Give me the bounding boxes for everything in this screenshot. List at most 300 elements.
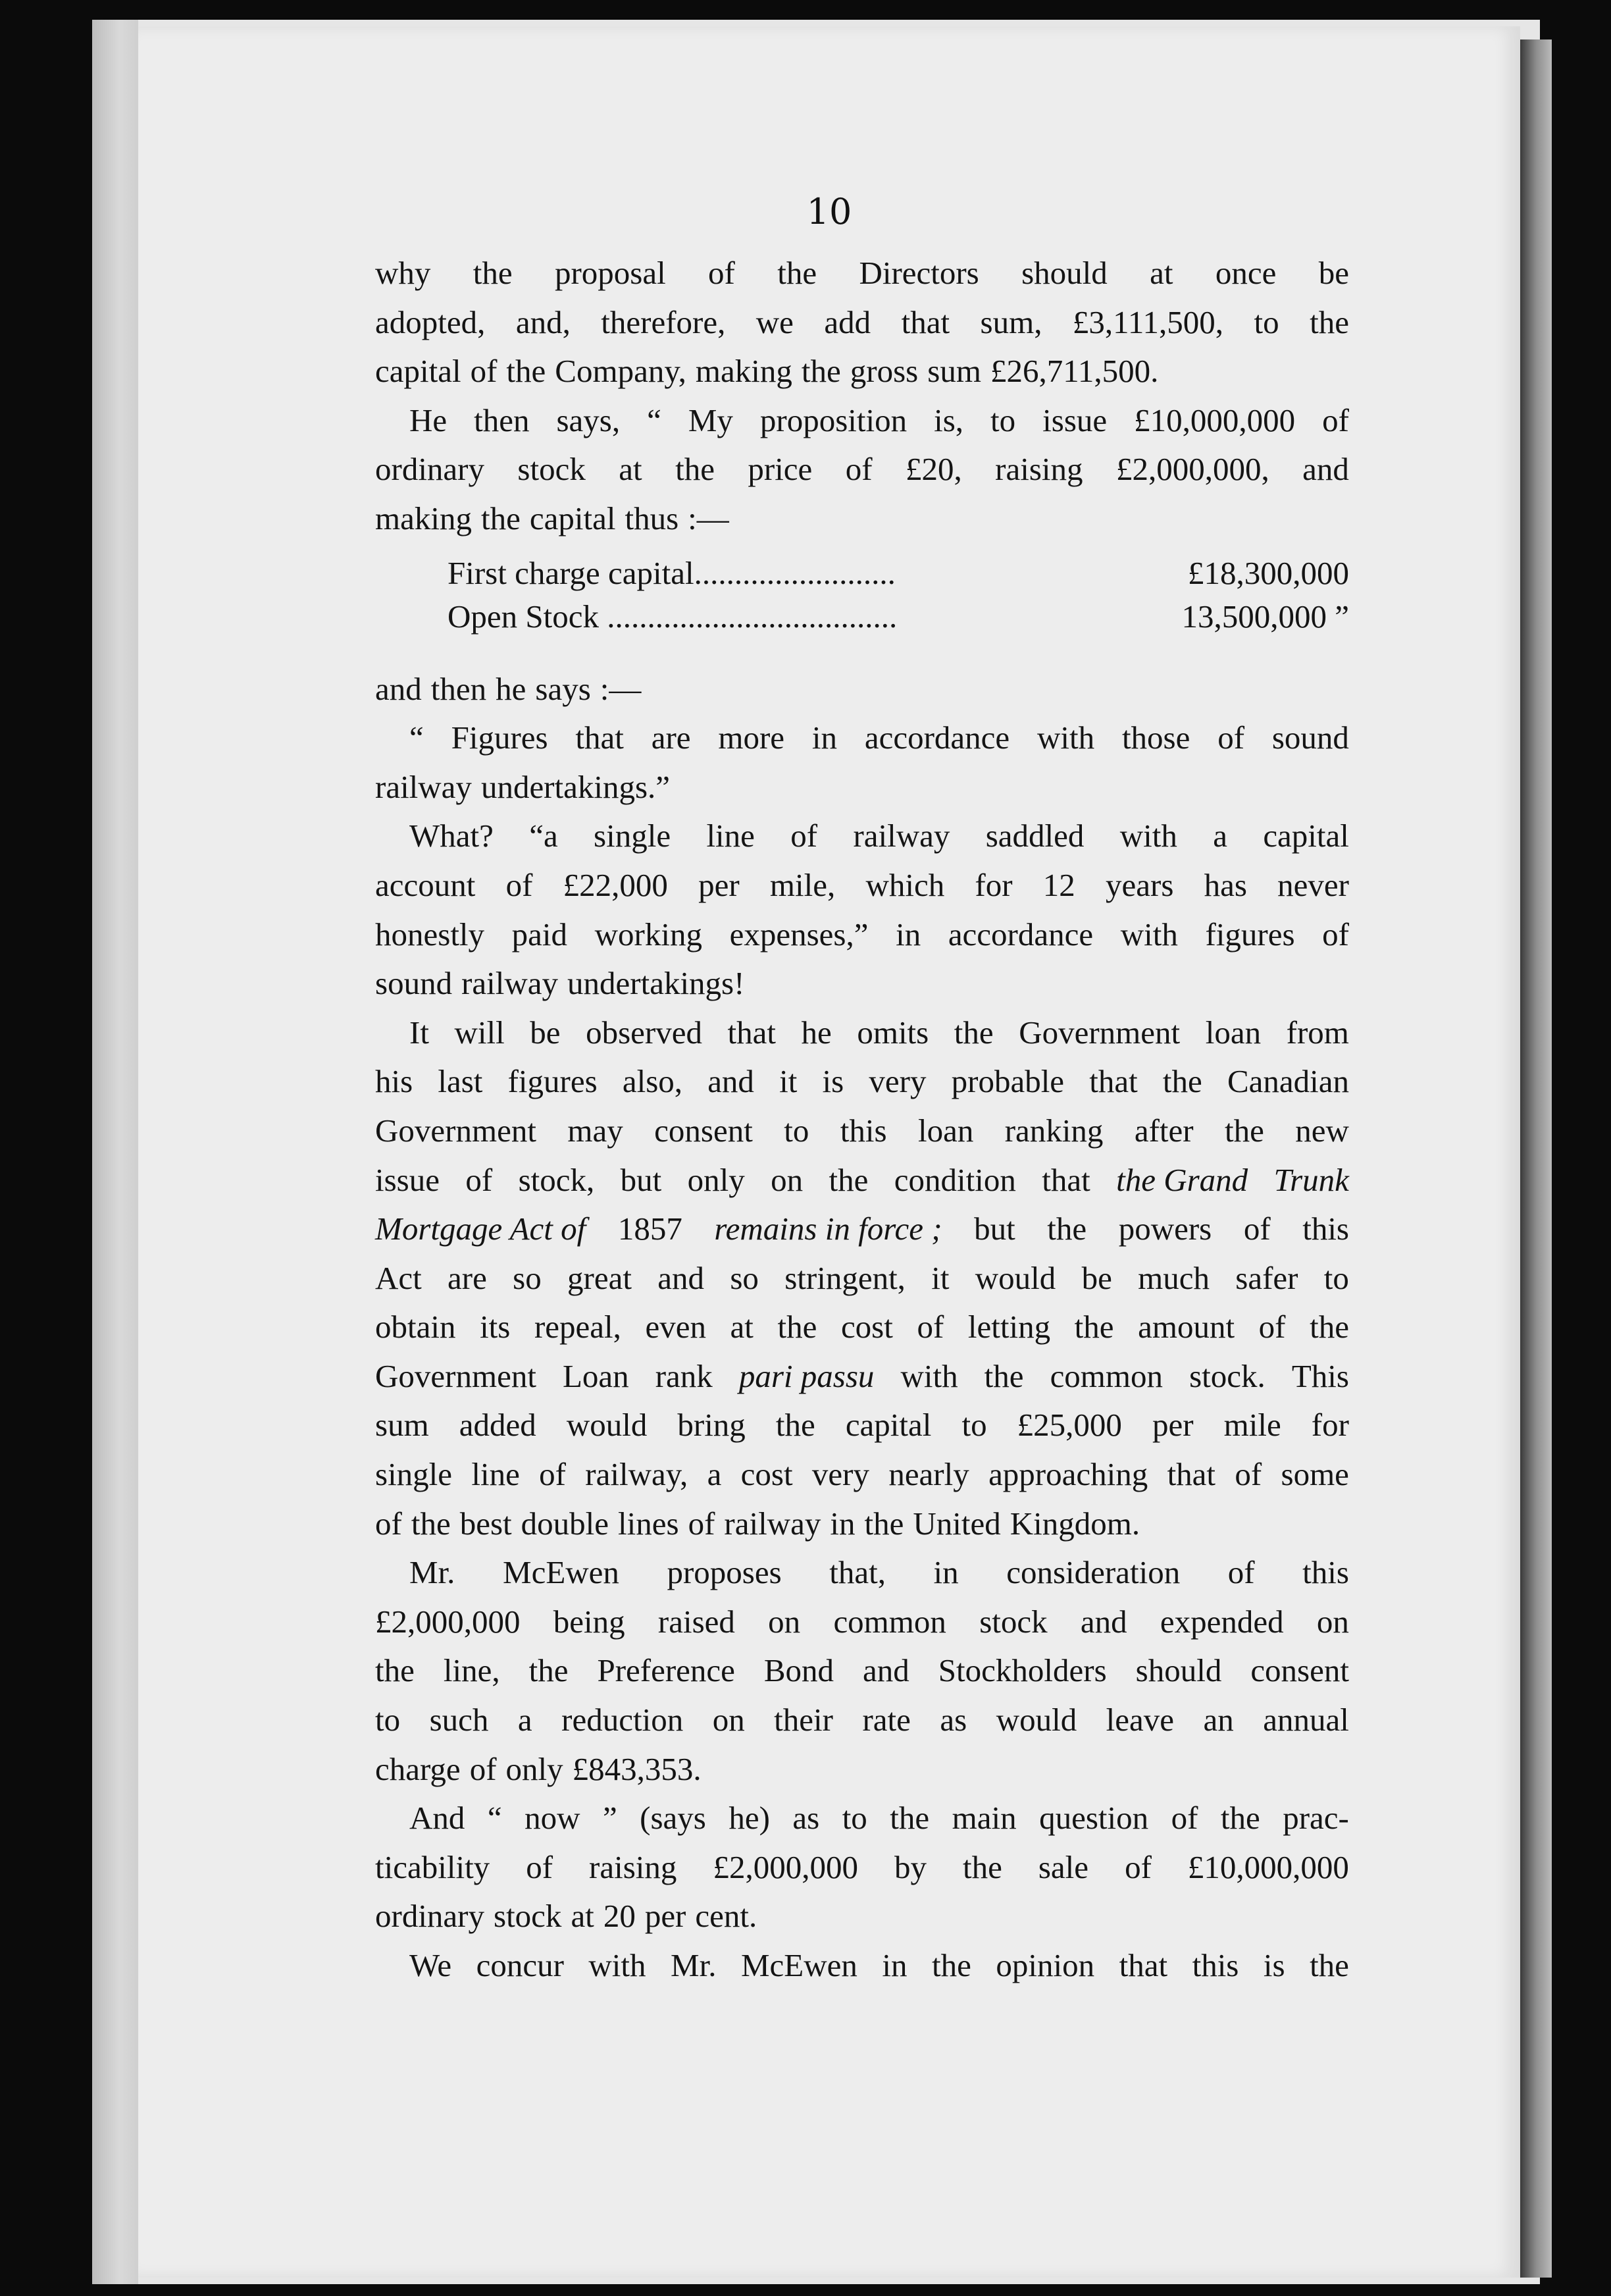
word: that bbox=[901, 303, 950, 340]
word: It bbox=[409, 1014, 429, 1051]
word: account bbox=[375, 866, 476, 903]
word: the bbox=[954, 1014, 994, 1051]
word: capital bbox=[529, 500, 616, 536]
word: nearly bbox=[888, 1456, 969, 1493]
word: loan bbox=[917, 1112, 974, 1149]
word: the bbox=[777, 255, 817, 291]
word: be bbox=[1081, 1259, 1112, 1296]
word: the bbox=[931, 1947, 971, 1983]
word: railway bbox=[853, 818, 950, 854]
word: on bbox=[712, 1702, 745, 1738]
word: pari passu bbox=[738, 1357, 875, 1394]
word: for bbox=[1311, 1407, 1349, 1444]
word: should bbox=[1135, 1652, 1222, 1689]
word: line bbox=[471, 1456, 520, 1493]
word: for bbox=[975, 866, 1013, 903]
word: now bbox=[524, 1800, 580, 1837]
word: prac- bbox=[1283, 1800, 1349, 1837]
word: United bbox=[913, 1505, 1001, 1542]
word: in bbox=[830, 1505, 856, 1542]
word: expenses,” bbox=[729, 916, 869, 952]
word: of bbox=[1217, 719, 1245, 756]
word: Government bbox=[375, 1357, 536, 1394]
word: of bbox=[790, 818, 818, 854]
word: consent bbox=[654, 1112, 753, 1149]
word: £3,111,500, bbox=[1072, 303, 1224, 340]
word: the bbox=[775, 1407, 815, 1444]
word: concur bbox=[476, 1947, 564, 1983]
word: sum bbox=[927, 353, 981, 390]
word: the Grand bbox=[1116, 1161, 1248, 1198]
word: remains in force ; bbox=[714, 1211, 942, 1247]
text-line bbox=[375, 1843, 1349, 1892]
word: he) bbox=[729, 1800, 770, 1837]
word: that bbox=[1167, 1456, 1216, 1493]
word: the bbox=[375, 1652, 415, 1689]
word: great bbox=[567, 1259, 632, 1296]
word: proposal bbox=[554, 255, 666, 291]
word: gross bbox=[850, 353, 919, 390]
word: proposition bbox=[759, 402, 908, 438]
text-line bbox=[375, 445, 1349, 494]
word: with bbox=[1120, 916, 1178, 952]
word: rank bbox=[655, 1357, 713, 1394]
word: the bbox=[1310, 303, 1349, 340]
spacer bbox=[375, 544, 1349, 552]
word: the bbox=[890, 1800, 930, 1837]
word: capital bbox=[845, 1407, 932, 1444]
capital-row bbox=[375, 552, 1349, 595]
word: says bbox=[535, 670, 591, 707]
word: on bbox=[768, 1603, 801, 1640]
word: annual bbox=[1263, 1702, 1349, 1738]
word: much bbox=[1138, 1259, 1210, 1296]
word: safer bbox=[1235, 1259, 1298, 1296]
word: a bbox=[1213, 818, 1227, 854]
word: this bbox=[1192, 1947, 1239, 1983]
word: so bbox=[730, 1259, 759, 1296]
word: cost bbox=[840, 1309, 893, 1345]
word: some bbox=[1281, 1456, 1349, 1493]
word: and bbox=[707, 1063, 754, 1100]
page-number: 10 bbox=[806, 191, 852, 232]
word: is bbox=[1263, 1947, 1285, 1983]
word: opinion bbox=[996, 1947, 1095, 1983]
word: added bbox=[459, 1407, 536, 1444]
word: Bond bbox=[763, 1652, 834, 1689]
word: their bbox=[774, 1702, 833, 1738]
word: adopted, bbox=[375, 303, 486, 340]
word: why bbox=[375, 255, 431, 291]
text-line bbox=[375, 1303, 1349, 1352]
text-line bbox=[375, 1205, 1349, 1254]
word: (says bbox=[640, 1800, 706, 1837]
word: My bbox=[688, 402, 733, 438]
word: the bbox=[801, 353, 841, 390]
text-line bbox=[375, 1745, 1349, 1794]
word: single bbox=[594, 818, 671, 854]
word: has bbox=[1204, 866, 1247, 903]
text-line bbox=[375, 959, 1349, 1008]
word: the bbox=[675, 451, 715, 488]
word: Company, bbox=[555, 353, 686, 390]
word: Mr. bbox=[409, 1554, 455, 1591]
word: may bbox=[567, 1112, 623, 1149]
word: £10,000,000 bbox=[1134, 402, 1296, 438]
word: to bbox=[1323, 1259, 1349, 1296]
word: and bbox=[1080, 1603, 1127, 1640]
word: to bbox=[990, 402, 1016, 438]
word: after bbox=[1134, 1112, 1194, 1149]
word: line bbox=[706, 818, 755, 854]
word: question bbox=[1039, 1800, 1149, 1837]
word: such bbox=[429, 1702, 489, 1738]
word: sound bbox=[1271, 719, 1349, 756]
word: those bbox=[1121, 719, 1190, 756]
word: only bbox=[505, 1750, 563, 1787]
word: of bbox=[469, 1750, 497, 1787]
word: Preference bbox=[597, 1652, 735, 1689]
text-line bbox=[375, 494, 1349, 544]
word: add bbox=[824, 303, 871, 340]
text-line bbox=[375, 1696, 1349, 1745]
word: railway bbox=[375, 768, 472, 805]
word: to bbox=[842, 1800, 867, 1837]
text-line bbox=[375, 1057, 1349, 1107]
word: McEwen bbox=[740, 1947, 857, 1983]
word: observed bbox=[586, 1014, 702, 1051]
word: its bbox=[480, 1309, 511, 1345]
word: bring bbox=[677, 1407, 746, 1444]
text-line bbox=[375, 1450, 1349, 1500]
word: £20, bbox=[905, 451, 962, 488]
word: 20 bbox=[603, 1898, 636, 1935]
word: stock, bbox=[518, 1161, 595, 1198]
word: Canadian bbox=[1227, 1063, 1349, 1100]
word: as bbox=[940, 1702, 967, 1738]
word: main bbox=[952, 1800, 1017, 1837]
word: stock bbox=[517, 451, 586, 488]
word: very bbox=[869, 1063, 927, 1100]
word: making bbox=[695, 353, 792, 390]
word: line, bbox=[443, 1652, 500, 1689]
word: £26,711,500. bbox=[990, 353, 1159, 390]
word: repeal, bbox=[534, 1309, 621, 1345]
word: 12 bbox=[1042, 866, 1075, 903]
word: expended bbox=[1160, 1603, 1284, 1640]
word: once bbox=[1215, 255, 1277, 291]
capital-table bbox=[375, 552, 1349, 639]
text-line bbox=[375, 347, 1349, 396]
word: with bbox=[900, 1357, 958, 1394]
word: He bbox=[409, 402, 448, 438]
word: that bbox=[727, 1014, 776, 1051]
text-line bbox=[375, 249, 1349, 298]
word: a bbox=[517, 1702, 532, 1738]
text-line bbox=[375, 1156, 1349, 1205]
word: would bbox=[996, 1702, 1077, 1738]
word: of bbox=[688, 1505, 715, 1542]
word: paid bbox=[511, 916, 568, 952]
capital-amount: £18,300,000 bbox=[1188, 554, 1349, 591]
word: ranking bbox=[1004, 1112, 1104, 1149]
word: of bbox=[1171, 1800, 1198, 1837]
word: £843,353. bbox=[572, 1750, 702, 1787]
word: undertakings.” bbox=[480, 768, 671, 805]
word: common bbox=[833, 1603, 946, 1640]
word: will bbox=[454, 1014, 505, 1051]
word: should bbox=[1021, 255, 1108, 291]
word: “ bbox=[487, 1800, 502, 1837]
word: which bbox=[865, 866, 945, 903]
word: only bbox=[687, 1161, 745, 1198]
word: the bbox=[1074, 1309, 1114, 1345]
word: the bbox=[506, 353, 546, 390]
word: £2,000,000 bbox=[375, 1603, 521, 1640]
word: “a bbox=[529, 818, 558, 854]
word: :— bbox=[600, 670, 642, 707]
word: sum, bbox=[980, 303, 1042, 340]
word: thus bbox=[625, 500, 679, 536]
text-line bbox=[375, 1008, 1349, 1058]
word: consent bbox=[1250, 1652, 1349, 1689]
word: Government bbox=[1019, 1014, 1181, 1051]
word: We bbox=[409, 1947, 452, 1983]
word: sale bbox=[1038, 1848, 1089, 1885]
word: with bbox=[1036, 719, 1095, 756]
word: be bbox=[530, 1014, 561, 1051]
word: is bbox=[822, 1063, 844, 1100]
word: we bbox=[755, 303, 794, 340]
word: his bbox=[375, 1063, 413, 1100]
word: that bbox=[1119, 1947, 1168, 1983]
word: in bbox=[811, 719, 838, 756]
word: the bbox=[411, 1505, 451, 1542]
word: the bbox=[1220, 1800, 1260, 1837]
capital-label: Open Stock .................................... bbox=[448, 598, 898, 635]
word: railway bbox=[724, 1505, 821, 1542]
word: with bbox=[588, 1947, 646, 1983]
word: then bbox=[430, 670, 487, 707]
word: ordinary bbox=[375, 451, 484, 488]
word: says, bbox=[556, 402, 621, 438]
word: consideration bbox=[1006, 1554, 1181, 1591]
word: the bbox=[1310, 1947, 1349, 1983]
word: figures bbox=[507, 1063, 598, 1100]
word: best bbox=[459, 1505, 512, 1542]
word: this bbox=[1302, 1554, 1349, 1591]
word: loan bbox=[1205, 1014, 1262, 1051]
word: capital bbox=[1263, 818, 1349, 854]
word: omits bbox=[857, 1014, 929, 1051]
word: Kingdom. bbox=[1010, 1505, 1140, 1542]
word: and, bbox=[515, 303, 571, 340]
text-line bbox=[375, 714, 1349, 763]
word: obtain bbox=[375, 1309, 456, 1345]
word: of bbox=[1322, 402, 1349, 438]
word: condition bbox=[894, 1161, 1016, 1198]
page-edge-shadow bbox=[1520, 39, 1552, 2278]
word: single bbox=[375, 1456, 453, 1493]
word: the bbox=[864, 1505, 904, 1542]
word: of bbox=[1258, 1309, 1286, 1345]
capital-row bbox=[375, 595, 1349, 639]
word: it bbox=[779, 1063, 798, 1100]
word: on bbox=[771, 1161, 804, 1198]
word: of bbox=[526, 1848, 553, 1885]
text-line bbox=[375, 763, 1349, 812]
word: Government bbox=[375, 1112, 536, 1149]
word: that bbox=[1042, 1161, 1090, 1198]
word: Trunk bbox=[1273, 1161, 1349, 1198]
word: Act bbox=[375, 1259, 422, 1296]
word: :— bbox=[688, 500, 729, 536]
word: the bbox=[829, 1161, 869, 1198]
capital-label: First charge capital......................... bbox=[448, 554, 896, 591]
text-line bbox=[375, 910, 1349, 960]
word: stock. bbox=[1189, 1357, 1266, 1394]
binding-edge bbox=[92, 20, 138, 2284]
word: stock bbox=[979, 1603, 1048, 1640]
word: is, bbox=[934, 402, 964, 438]
word: that, bbox=[829, 1554, 886, 1591]
word: therefore, bbox=[601, 303, 726, 340]
word: reduction bbox=[561, 1702, 684, 1738]
word: figures bbox=[1205, 916, 1295, 952]
word: years bbox=[1106, 866, 1174, 903]
word: and bbox=[1302, 451, 1349, 488]
word: very bbox=[811, 1456, 869, 1493]
word: ordinary bbox=[375, 1898, 484, 1935]
word: ” bbox=[602, 1800, 617, 1837]
word: the bbox=[1224, 1112, 1264, 1149]
word: £2,000,000 bbox=[713, 1848, 858, 1885]
word: raising bbox=[589, 1848, 677, 1885]
word: cent. bbox=[695, 1898, 757, 1935]
word: to bbox=[1254, 303, 1279, 340]
word: to bbox=[375, 1702, 401, 1738]
text-line bbox=[375, 812, 1349, 861]
word: Figures bbox=[451, 719, 548, 756]
word: on bbox=[1316, 1603, 1349, 1640]
word: issue bbox=[375, 1161, 440, 1198]
word: of bbox=[1243, 1211, 1271, 1247]
word: this bbox=[1302, 1211, 1349, 1247]
word: the bbox=[777, 1309, 817, 1345]
text-line bbox=[375, 1107, 1349, 1156]
word: would bbox=[566, 1407, 648, 1444]
word: working bbox=[594, 916, 702, 952]
word: 1857 bbox=[617, 1211, 682, 1247]
word: proposes bbox=[667, 1554, 782, 1591]
word: and bbox=[863, 1652, 909, 1689]
word: lines bbox=[618, 1505, 679, 1542]
word: Directors bbox=[859, 255, 979, 291]
word: railway bbox=[461, 965, 559, 1002]
word: never bbox=[1277, 866, 1349, 903]
word: but bbox=[620, 1161, 662, 1198]
text-line bbox=[375, 1401, 1349, 1450]
word: are bbox=[651, 719, 691, 756]
word: stringent, bbox=[784, 1259, 906, 1296]
word: probable bbox=[951, 1063, 1065, 1100]
word: “ bbox=[647, 402, 661, 438]
word: McEwen bbox=[503, 1554, 619, 1591]
word: stock bbox=[494, 1898, 562, 1935]
word: but bbox=[974, 1211, 1015, 1247]
word: cost bbox=[740, 1456, 793, 1493]
word: powers bbox=[1118, 1211, 1212, 1247]
word: “ bbox=[409, 719, 424, 756]
word: per bbox=[1152, 1407, 1194, 1444]
word: honestly bbox=[375, 916, 485, 952]
word: of bbox=[1227, 1554, 1255, 1591]
word: the bbox=[1047, 1211, 1087, 1247]
word: of bbox=[1235, 1456, 1262, 1493]
word: being bbox=[553, 1603, 625, 1640]
word: leave bbox=[1106, 1702, 1175, 1738]
word: accordance bbox=[864, 719, 1010, 756]
word: would bbox=[975, 1259, 1056, 1296]
word: to bbox=[784, 1112, 809, 1149]
word: more bbox=[718, 719, 785, 756]
word: with bbox=[1119, 818, 1177, 854]
word: in bbox=[882, 1947, 908, 1983]
word: issue bbox=[1042, 402, 1108, 438]
word: £25,000 bbox=[1017, 1407, 1122, 1444]
word: And bbox=[409, 1800, 465, 1837]
word: of bbox=[708, 255, 735, 291]
word: he bbox=[496, 670, 526, 707]
word: of bbox=[465, 1161, 493, 1198]
word: mile, bbox=[769, 866, 836, 903]
text-line bbox=[375, 1548, 1349, 1598]
word: letting bbox=[967, 1309, 1051, 1345]
word: the bbox=[962, 1848, 1002, 1885]
word: sound bbox=[375, 965, 453, 1002]
paragraph-block-b bbox=[375, 665, 1349, 1991]
word: Mr. bbox=[671, 1947, 717, 1983]
word: an bbox=[1203, 1702, 1234, 1738]
word: Loan bbox=[562, 1357, 629, 1394]
text-line bbox=[375, 396, 1349, 446]
word: the bbox=[473, 255, 513, 291]
text-line bbox=[375, 1598, 1349, 1647]
text-line bbox=[375, 1941, 1349, 1991]
word: then bbox=[474, 402, 530, 438]
word: of bbox=[1322, 916, 1349, 952]
word: Mortgage Act of bbox=[375, 1211, 586, 1247]
word: What? bbox=[409, 818, 494, 854]
body-text bbox=[375, 249, 1349, 1991]
word: even bbox=[645, 1309, 706, 1345]
paragraph-block-a bbox=[375, 249, 1349, 544]
word: he bbox=[801, 1014, 832, 1051]
word: of bbox=[470, 353, 498, 390]
text-line bbox=[375, 1646, 1349, 1696]
word: amount bbox=[1138, 1309, 1235, 1345]
word: by bbox=[894, 1848, 927, 1885]
word: of bbox=[845, 451, 873, 488]
word: also, bbox=[622, 1063, 683, 1100]
word: mile bbox=[1223, 1407, 1281, 1444]
word: making bbox=[375, 500, 472, 536]
word: raising bbox=[995, 451, 1083, 488]
word: that bbox=[1089, 1063, 1138, 1100]
word: This bbox=[1291, 1357, 1349, 1394]
word: last bbox=[438, 1063, 483, 1100]
word: that bbox=[575, 719, 624, 756]
